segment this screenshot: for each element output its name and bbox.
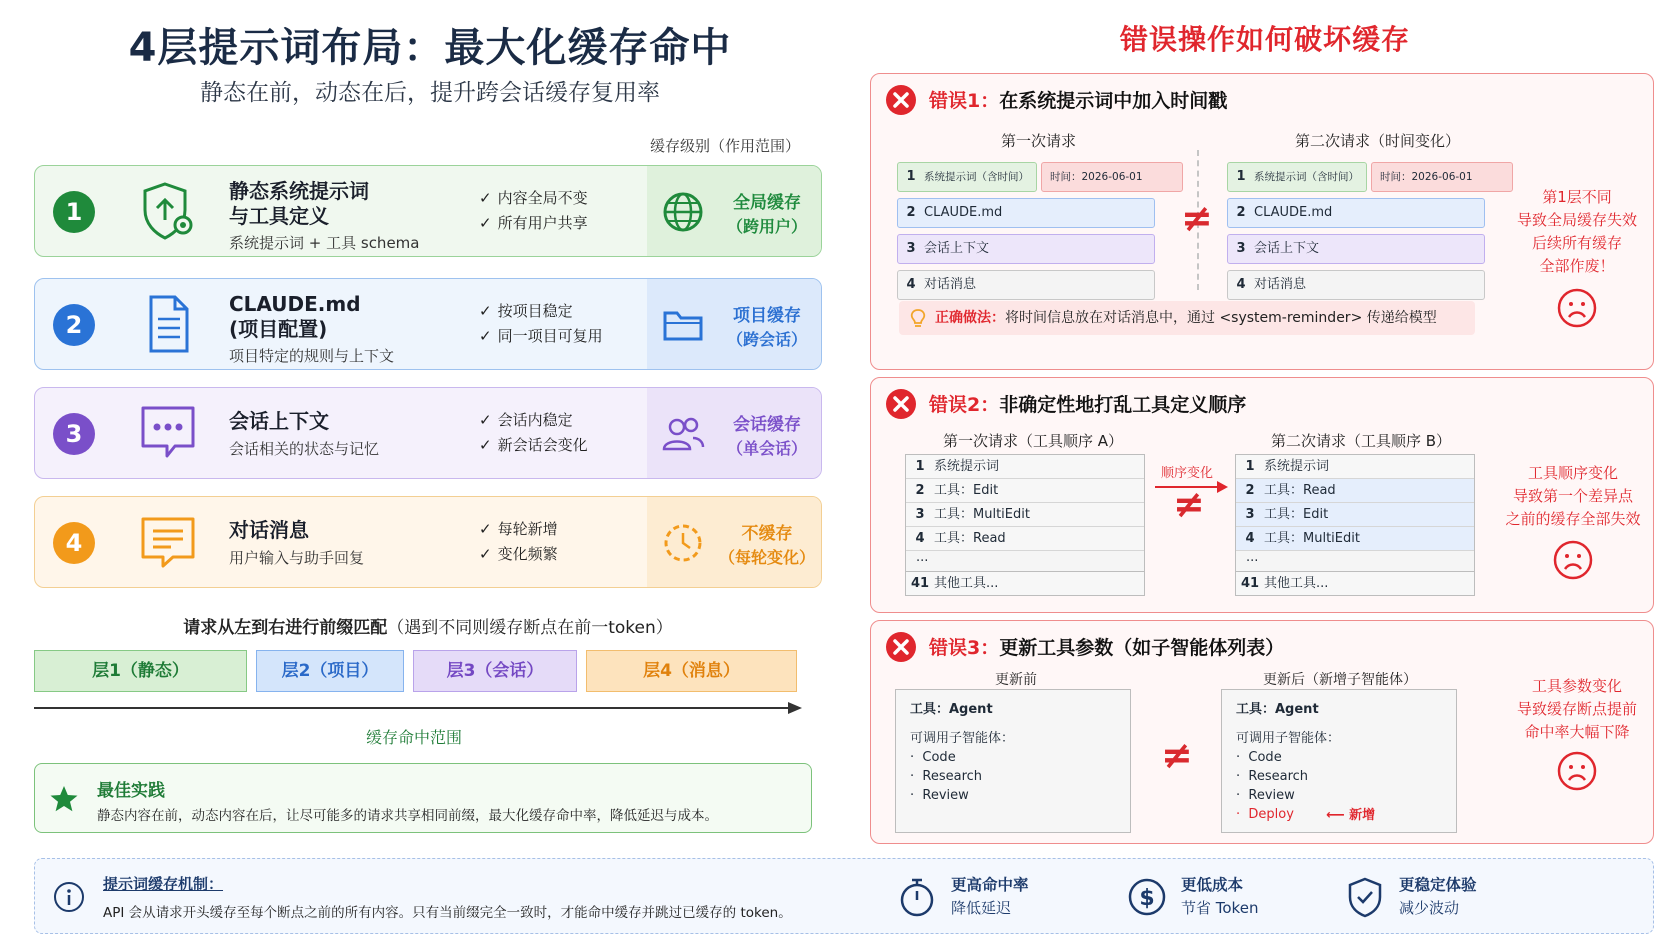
table-row: 3 工具：MultiEdit bbox=[906, 503, 1144, 527]
column-header: 第二次请求（时间变化） bbox=[1295, 132, 1461, 150]
benefit-subtitle: 节省 Token bbox=[1181, 899, 1259, 917]
column-header: 第二次请求（工具顺序 B） bbox=[1271, 432, 1452, 450]
layer-description: 项目特定的规则与上下文 bbox=[229, 347, 395, 365]
layer-description: 用户输入与助手回复 bbox=[229, 549, 365, 567]
layer-card-3 bbox=[34, 387, 822, 479]
cache-scope-range: （单会话） bbox=[726, 439, 807, 458]
layer-check-item: ✓ 新会话会变化 bbox=[479, 436, 588, 454]
prefix-bar-layer2: 层2（项目） bbox=[256, 650, 404, 692]
request-row: 3 会话上下文 bbox=[897, 234, 1155, 264]
cache-mechanism-bar bbox=[34, 858, 1654, 934]
benefit-item bbox=[1125, 869, 1295, 925]
sad-face-icon bbox=[1557, 288, 1597, 328]
layer-title: 会话上下文 bbox=[229, 409, 329, 433]
column-header: 更新前 bbox=[995, 672, 1037, 688]
layer-check-item: ✓ 同一项目可复用 bbox=[479, 327, 603, 345]
table-row: 1 系统提示词 bbox=[906, 455, 1144, 479]
error-consequence-note: 工具参数变化 导致缓存断点提前 命中率大幅下降 bbox=[1516, 677, 1637, 741]
layer-card-2 bbox=[34, 278, 822, 370]
chat-bubble-icon bbox=[135, 400, 201, 466]
best-practice-title: 最佳实践 bbox=[97, 781, 165, 801]
best-practice-box bbox=[34, 763, 812, 833]
correct-practice-tip: 正确做法：将时间信息放在对话消息中，通过 <system-reminder> 传递给模型 bbox=[899, 301, 1475, 335]
stopwatch-icon bbox=[895, 875, 939, 919]
table-row: 4 工具：Read bbox=[906, 527, 1144, 551]
benefit-title: 更低成本 bbox=[1181, 876, 1244, 894]
table-row: 41 其他工具... bbox=[1236, 571, 1474, 595]
tool-order-table-b bbox=[1235, 454, 1475, 596]
layer-title: CLAUDE.md bbox=[229, 292, 361, 316]
layer-check-item: ✓ 内容全局不变 bbox=[479, 189, 588, 207]
request-row: 3 会话上下文 bbox=[1227, 234, 1485, 264]
layer-check-item: ✓ 每轮新增 bbox=[479, 520, 558, 538]
main-title: 4层提示词布局：最大化缓存命中 bbox=[128, 25, 732, 71]
layer-check-item: ✓ 会话内稳定 bbox=[479, 411, 573, 429]
benefit-title: 更高命中率 bbox=[951, 876, 1029, 894]
table-row: 4 工具：MultiEdit bbox=[1236, 527, 1474, 551]
table-row: 1 系统提示词 bbox=[1236, 455, 1474, 479]
cache-scope-panel bbox=[647, 388, 821, 478]
benefit-subtitle: 减少波动 bbox=[1399, 899, 1460, 917]
main-subtitle: 静态在前，动态在后，提升跨会话缓存复用率 bbox=[200, 80, 660, 106]
star-icon bbox=[49, 784, 79, 814]
layer-title: 静态系统提示词 bbox=[229, 179, 369, 203]
request-row: 2 CLAUDE.md bbox=[897, 198, 1155, 228]
timestamp-box: 时间：2026-06-01 bbox=[1041, 162, 1183, 192]
cache-scope-panel bbox=[647, 166, 821, 256]
benefit-item bbox=[895, 869, 1065, 925]
error-card-2 bbox=[870, 377, 1654, 613]
dollar-icon bbox=[1125, 875, 1169, 919]
best-practice-desc: 静态内容在前，动态内容在后，让尽可能多的请求共享相同前缀，最大化缓存命中率，降低延迟与成本。 bbox=[97, 808, 718, 824]
order-change-label: 顺序变化 bbox=[1161, 466, 1214, 481]
table-row: 2 工具：Read bbox=[1236, 479, 1474, 503]
not-equal-sign: ≠ bbox=[1181, 196, 1213, 240]
layer-number-badge: 1 bbox=[53, 191, 95, 233]
error-consequence-note: 第1层不同 导致全局缓存失效 后续所有缓存 全部作废！ bbox=[1516, 188, 1637, 275]
prefix-bar-layer3: 层3（会话） bbox=[413, 650, 577, 692]
layer-description: 会话相关的状态与记忆 bbox=[229, 440, 380, 458]
layer-title: 对话消息 bbox=[229, 518, 309, 542]
benefit-subtitle: 降低延迟 bbox=[951, 899, 1012, 917]
cache-scope-range: （每轮变化） bbox=[718, 548, 815, 567]
mechanism-desc: API 会从请求开头缓存至每个断点之前的所有内容。只有当前缀完全一致时，才能命中缓存并跳过已缓存的 token。 bbox=[103, 905, 792, 921]
users-icon bbox=[661, 412, 705, 456]
error-title: 错误2：非确定性地打乱工具定义顺序 bbox=[929, 394, 1247, 416]
lightbulb-icon bbox=[907, 307, 929, 329]
right-title: 错误操作如何破坏缓存 bbox=[1119, 23, 1410, 56]
column-header: 更新后（新增子智能体） bbox=[1263, 672, 1417, 688]
prefix-bar-layer4: 层4（消息） bbox=[586, 650, 797, 692]
globe-icon bbox=[661, 190, 705, 234]
sad-face-icon bbox=[1557, 751, 1597, 791]
layer-card-1 bbox=[34, 165, 822, 257]
timestamp-box: 时间：2026-06-01 bbox=[1371, 162, 1513, 192]
layer-title-line2: (项目配置) bbox=[229, 317, 328, 341]
cache-scope-label: 会话缓存 bbox=[733, 415, 801, 435]
error-title: 错误3：更新工具参数（如子智能体列表） bbox=[929, 637, 1285, 659]
not-equal-sign: ≠ bbox=[1173, 482, 1205, 526]
layer-number-badge: 2 bbox=[53, 304, 95, 346]
request-row: 1 系统提示词（含时间） bbox=[1227, 162, 1367, 192]
not-equal-sign: ≠ bbox=[1161, 733, 1193, 777]
request-row: 4 对话消息 bbox=[1227, 270, 1485, 300]
cache-scope-label: 项目缓存 bbox=[733, 306, 801, 326]
table-ellipsis: ... bbox=[1246, 550, 1259, 565]
cache-scope-label: 不缓存 bbox=[741, 524, 793, 544]
benefit-item bbox=[1343, 869, 1523, 925]
cache-scope-panel bbox=[647, 279, 821, 369]
cache-scope-label: 全局缓存 bbox=[733, 193, 801, 213]
error-x-icon bbox=[885, 631, 917, 663]
cache-scope-panel bbox=[647, 497, 821, 587]
table-ellipsis: ... bbox=[916, 550, 929, 565]
column-header: 第一次请求（工具顺序 A） bbox=[943, 432, 1124, 450]
refresh-dashed-icon bbox=[661, 521, 705, 565]
column-header: 第一次请求 bbox=[1001, 132, 1077, 150]
sad-face-icon bbox=[1553, 540, 1593, 580]
request-row: 4 对话消息 bbox=[897, 270, 1155, 300]
error-consequence-note: 工具顺序变化 导致第一个差异点 之前的缓存全部失效 bbox=[1505, 464, 1641, 528]
table-row: 2 工具：Edit bbox=[906, 479, 1144, 503]
prefix-direction-arrow bbox=[34, 700, 804, 716]
benefit-title: 更稳定体验 bbox=[1399, 876, 1477, 894]
layer-number-badge: 3 bbox=[53, 413, 95, 455]
prefix-bar-layer1: 层1（静态） bbox=[34, 650, 247, 692]
cache-scope-range: （跨用户） bbox=[726, 217, 807, 236]
added-agent: Deploy bbox=[1248, 807, 1294, 822]
shield-check-icon bbox=[1343, 875, 1387, 919]
tool-order-table-a bbox=[905, 454, 1145, 596]
request-row: 2 CLAUDE.md bbox=[1227, 198, 1485, 228]
document-icon bbox=[135, 291, 201, 357]
error-card-3 bbox=[870, 620, 1654, 844]
svg-text:$: $ bbox=[1139, 886, 1155, 911]
table-row: 3 工具：Edit bbox=[1236, 503, 1474, 527]
error-title: 错误1：在系统提示词中加入时间戳 bbox=[929, 90, 1228, 112]
message-icon bbox=[135, 509, 201, 575]
agent-tool-before: 工具：Agent 可调用子智能体： · Code · Research · Review bbox=[895, 689, 1131, 833]
layer-title-line2: 与工具定义 bbox=[229, 204, 329, 228]
info-icon bbox=[53, 881, 85, 913]
prefix-match-heading: 请求从左到右进行前缀匹配（遇到不同则缓存断点在前一token） bbox=[183, 618, 673, 638]
shield-gear-icon bbox=[135, 178, 201, 244]
error-x-icon bbox=[885, 388, 917, 420]
layer-number-badge: 4 bbox=[53, 522, 95, 564]
cache-scope-range: （跨会话） bbox=[726, 330, 807, 349]
table-row: 41 其他工具... bbox=[906, 571, 1144, 595]
layer-check-item: ✓ 变化频繁 bbox=[479, 545, 558, 563]
cache-hit-range-label: 缓存命中范围 bbox=[365, 728, 462, 747]
cache-level-header: 缓存级别（作用范围） bbox=[650, 137, 801, 155]
layer-check-item: ✓ 所有用户共享 bbox=[479, 214, 588, 232]
mechanism-title: 提示词缓存机制： bbox=[103, 875, 224, 893]
error-x-icon bbox=[885, 84, 917, 116]
added-tag: ⟵ 新增 bbox=[1326, 808, 1376, 823]
error-card-1 bbox=[870, 73, 1654, 370]
request-row: 1 系统提示词（含时间） bbox=[897, 162, 1037, 192]
folder-icon bbox=[661, 303, 705, 347]
agent-tool-after: 工具：Agent 可调用子智能体： · Code · Research · Review · Deploy ⟵ 新增 bbox=[1221, 689, 1457, 833]
layer-check-item: ✓ 按项目稳定 bbox=[479, 302, 573, 320]
layer-description: 系统提示词 + 工具 schema bbox=[229, 234, 420, 252]
layer-card-4 bbox=[34, 496, 822, 588]
